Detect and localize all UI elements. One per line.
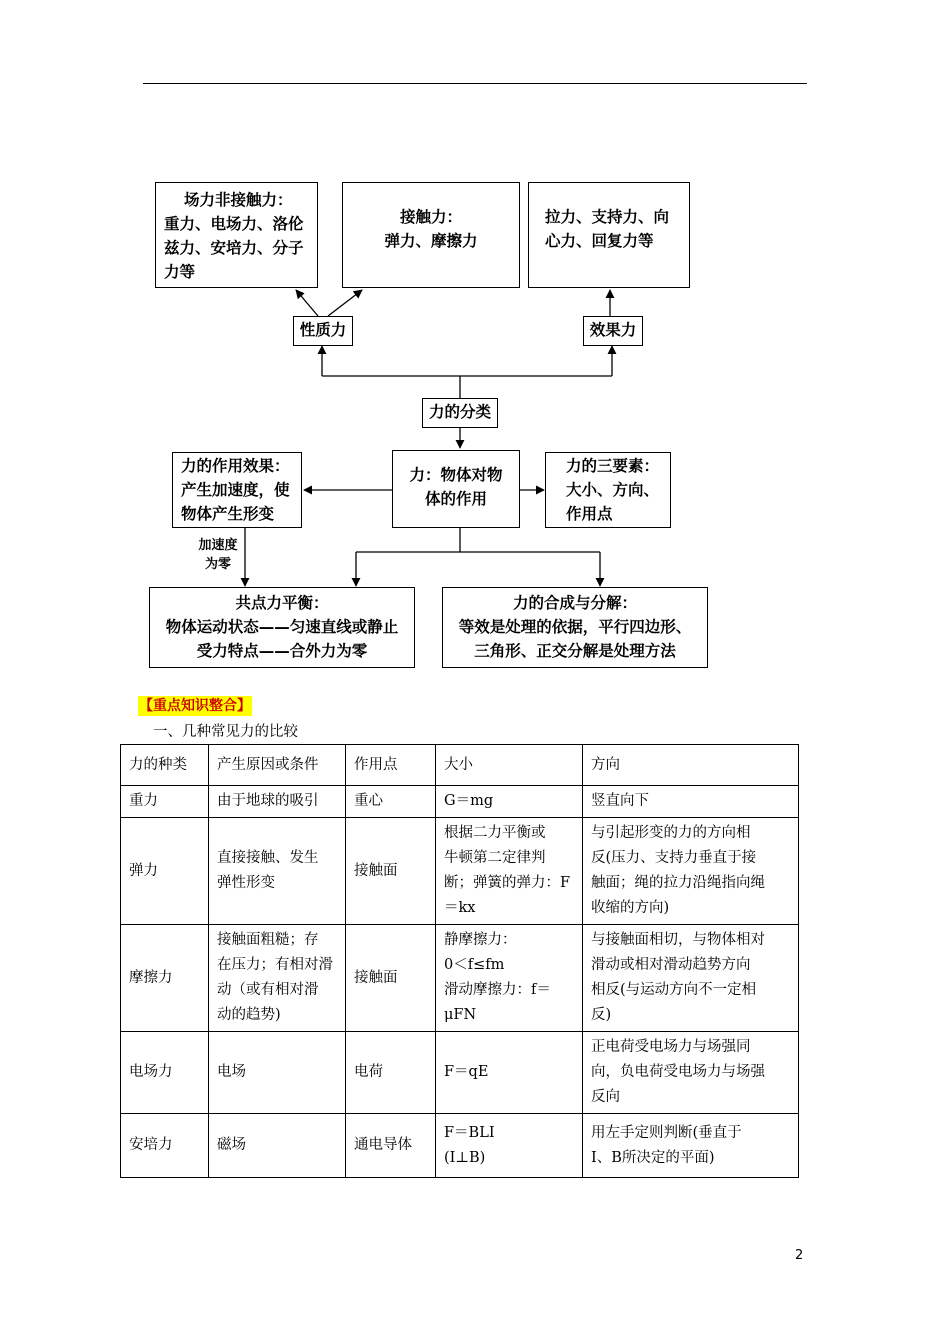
- cell-line: 滑动摩擦力：f＝: [444, 982, 551, 998]
- cell-line: 通电导体: [354, 1137, 412, 1153]
- three-elements-box: [545, 452, 671, 528]
- arrow-nature-to-contact: [328, 290, 362, 316]
- cell-line: 竖直向下: [591, 793, 649, 809]
- table-cell: [583, 1032, 799, 1114]
- cell-line: 摩擦力: [129, 969, 173, 986]
- table-cell: [346, 1032, 436, 1114]
- composition-box: [442, 587, 708, 668]
- cell-line: 反(压力、支持力垂直于接: [591, 850, 757, 866]
- effect-force-box: [583, 316, 643, 346]
- cell-line: 牛顿第二定律判: [444, 850, 546, 866]
- cell-line: 磁场: [217, 1137, 246, 1153]
- non-contact-line: 兹力、安培力、分子: [164, 239, 304, 257]
- cell-line: 0＜f≤fm: [444, 957, 505, 973]
- table-cell: [583, 925, 799, 1032]
- cell-line: G＝mg: [444, 793, 494, 809]
- effects-line: 产生加速度，使: [181, 481, 290, 499]
- table-cell: [121, 818, 209, 925]
- cell-line: 安培力: [129, 1137, 173, 1153]
- contact-line: 接触力：: [399, 208, 462, 226]
- table-cell: [436, 1032, 583, 1114]
- table-header: 大小: [436, 745, 583, 786]
- classification-label: 力的分类: [428, 403, 491, 421]
- cell-line: μFN: [444, 1007, 477, 1023]
- effect-examples-line: 心力、回复力等: [545, 232, 654, 250]
- table-cell: [436, 1114, 583, 1178]
- cell-line: F＝BLI: [444, 1124, 495, 1141]
- non-contact-force-box: [155, 182, 318, 288]
- table-header: 力的种类: [121, 745, 209, 786]
- elements-line: 作用点: [566, 505, 613, 523]
- accel-zero-line: 加速度: [198, 538, 238, 553]
- table-cell: [583, 818, 799, 925]
- equilibrium-box: [149, 587, 415, 668]
- cell-line: 用左手定则判断(垂直于: [591, 1124, 742, 1141]
- accel-zero-line: 为零: [204, 557, 231, 572]
- table-cell: [209, 818, 346, 925]
- elements-line: 大小、方向、: [566, 481, 660, 499]
- table-cell: [209, 1114, 346, 1178]
- table-cell: [209, 786, 346, 818]
- contact-line: 弹力、摩擦力: [384, 232, 478, 250]
- table-cell: [583, 1114, 799, 1178]
- definition-line: 力：物体对物: [409, 466, 503, 484]
- cell-line: 在压力；有相对滑: [217, 957, 333, 973]
- force-comparison-table: [120, 744, 799, 1178]
- table-cell: [121, 1032, 209, 1114]
- table-cell: [346, 925, 436, 1032]
- table-cell: [209, 1032, 346, 1114]
- effects-line: 力的作用效果：: [181, 457, 290, 475]
- table-header-row: [121, 745, 799, 786]
- table-row: [121, 1032, 799, 1114]
- table-cell: [346, 818, 436, 925]
- composition-line: 力的合成与分解：: [512, 594, 637, 612]
- equilibrium-line: 共点力平衡：: [235, 594, 329, 612]
- cell-line: F＝qE: [444, 1064, 489, 1080]
- cell-line: 电荷: [354, 1064, 383, 1080]
- nature-force-box: [293, 316, 353, 346]
- table-cell: [209, 925, 346, 1032]
- cell-line: 接触面粗糙；存: [217, 932, 319, 948]
- table-header: 作用点: [346, 745, 436, 786]
- table-cell: [436, 818, 583, 925]
- table-subtitle: 一、几种常见力的比较: [153, 724, 298, 740]
- contact-force-box: [342, 182, 520, 288]
- cell-line: (I⊥B): [444, 1149, 486, 1166]
- table-row: [121, 786, 799, 818]
- table-row: [121, 1114, 799, 1178]
- cell-line: 重力: [129, 793, 158, 809]
- cell-line: 接触面: [354, 969, 398, 986]
- accel-zero-label: [190, 536, 246, 574]
- definition-line: 体的作用: [424, 490, 487, 508]
- force-effects-box: [172, 452, 302, 528]
- cell-line: 反向: [591, 1089, 620, 1105]
- arrow-nature-to-noncontact: [296, 290, 318, 316]
- cell-line: 静摩擦力：: [444, 932, 517, 948]
- cell-line: 电场力: [129, 1064, 173, 1080]
- composition-line: 三角形、正交分解是处理方法: [474, 642, 676, 660]
- cell-line: 滑动或相对滑动趋势方向: [591, 957, 751, 973]
- elements-line: 力的三要素：: [566, 457, 660, 475]
- cell-line: 断；弹簧的弹力：F: [444, 875, 571, 891]
- cell-line: 直接接触、发生: [217, 850, 319, 866]
- table-header: 产生原因或条件: [209, 745, 346, 786]
- table-cell: [121, 786, 209, 818]
- table-cell: [436, 925, 583, 1032]
- table-cell: [583, 786, 799, 818]
- effect-force-label: 效果力: [589, 321, 637, 339]
- force-definition-box: [392, 450, 520, 528]
- cell-line: 电场: [217, 1064, 246, 1080]
- cell-line: 动（或有相对滑: [217, 982, 319, 998]
- table-cell: [346, 1114, 436, 1178]
- cell-line: 动的趋势): [217, 1007, 281, 1023]
- non-contact-line: 场力非接触力：: [184, 191, 293, 209]
- cell-line: 弹力: [129, 862, 158, 879]
- equilibrium-line: 受力特点——合外力为零: [196, 642, 368, 660]
- cell-line: 接触面: [354, 862, 398, 879]
- cell-line: 收缩的方向): [591, 900, 670, 916]
- cell-line: 触面；绳的拉力沿绳指向绳: [591, 875, 765, 891]
- table-cell: [346, 786, 436, 818]
- table-header: 方向: [583, 745, 799, 786]
- cell-line: I、B所决定的平面): [591, 1149, 715, 1166]
- cell-line: 与接触面相切，与物体相对: [591, 932, 765, 948]
- cell-line: 弹性形变: [217, 875, 275, 891]
- equilibrium-line: 物体运动状态——匀速直线或静止: [165, 618, 399, 636]
- cell-line: 根据二力平衡或: [444, 825, 546, 841]
- cell-line: 正电荷受电场力与场强同: [591, 1039, 751, 1055]
- table-row: [121, 925, 799, 1032]
- effect-examples-box: [528, 182, 690, 288]
- table-cell: [436, 786, 583, 818]
- table-row: [121, 818, 799, 925]
- cell-line: 向，负电荷受电场力与场强: [591, 1064, 765, 1080]
- cell-line: 相反(与运动方向不一定相: [591, 982, 757, 998]
- table-cell: [121, 1114, 209, 1178]
- classification-box: [422, 398, 498, 428]
- table-cell: [121, 925, 209, 1032]
- cell-line: 反): [591, 1007, 612, 1023]
- cell-line: ＝kx: [444, 900, 476, 916]
- effect-examples-line: 拉力、支持力、向: [545, 208, 670, 226]
- section-title: 【重点知识整合】: [139, 698, 251, 714]
- composition-line: 等效是处理的依据，平行四边形、: [458, 618, 692, 636]
- non-contact-line: 力等: [164, 263, 196, 281]
- cell-line: 由于地球的吸引: [217, 793, 319, 809]
- cell-line: 重心: [354, 793, 383, 809]
- nature-force-label: 性质力: [299, 321, 347, 339]
- cell-line: 与引起形变的力的方向相: [591, 825, 751, 841]
- effects-line: 物体产生形变: [181, 505, 275, 523]
- non-contact-line: 重力、电场力、洛伦: [164, 215, 304, 233]
- page-number: 2: [795, 1248, 804, 1263]
